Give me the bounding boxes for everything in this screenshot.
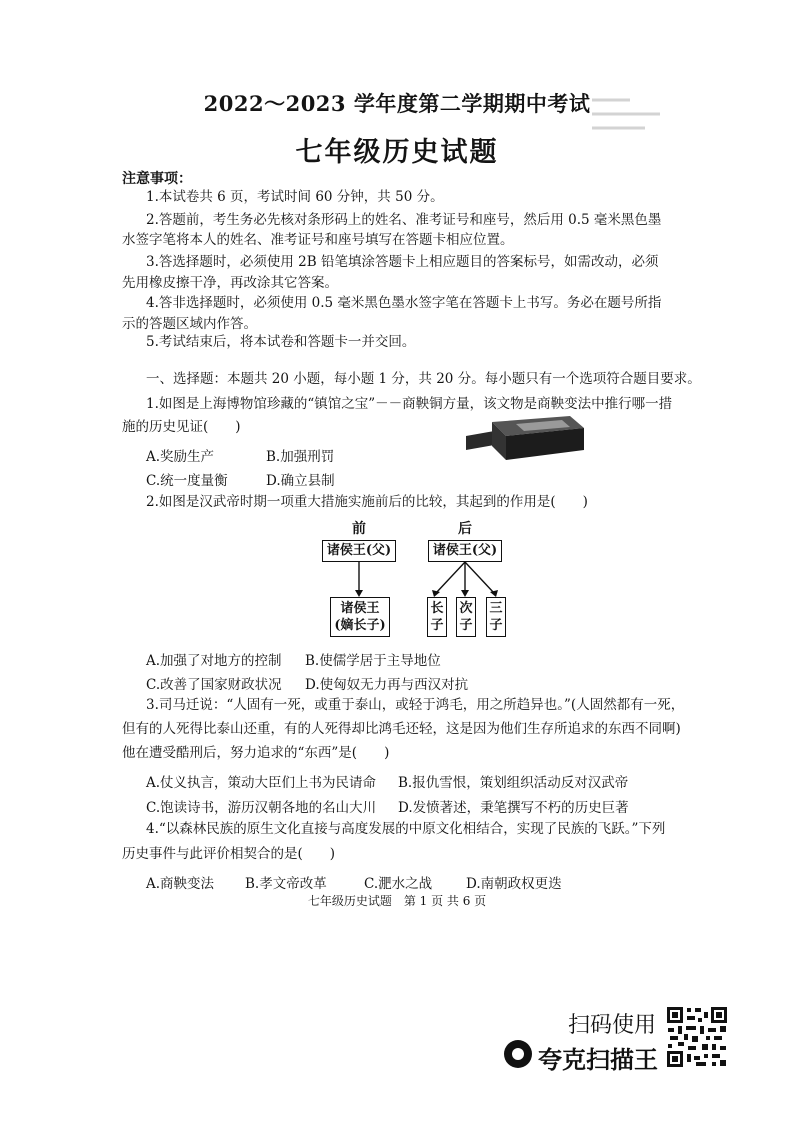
qr-code-icon[interactable] [666, 1006, 728, 1068]
q3-stem-cont1: 但有的人死得比泰山还重，有的人死得却比鸿毛还轻，这是因为他们生存所追求的东西不同啊) [122, 721, 681, 737]
q4-option-c: C.淝水之战 [364, 876, 433, 892]
diagram-child-second [456, 597, 476, 637]
diagram-after-top-box: 诸侯王(父) [428, 540, 502, 562]
diagram-arrows [320, 562, 520, 598]
diagram-child-third-char1: 三 [489, 601, 503, 616]
note-4: 4.答非选择题时，必须使用 0.5 毫米黑色墨水签字笔在答题卡上书写。务必在题号所指 [146, 295, 662, 311]
note-2-cont: 水签字笔将本人的姓名、准考证号和座号填写在答题卡相应位置。 [122, 232, 514, 248]
q4-option-d: D.南朝政权更迭 [466, 876, 562, 892]
q1-option-b: B.加强刑罚 [266, 449, 335, 465]
notes-heading: 注意事项： [122, 171, 192, 187]
q2-stem: 2.如图是汉武帝时期一项重大措施实施前后的比较，其起到的作用是( ) [146, 494, 588, 510]
diagram-after-label: 后 [458, 521, 472, 537]
diagram-child-eldest-char2: 子 [430, 618, 444, 633]
note-1: 1.本试卷共 6 页，考试时间 60 分钟，共 50 分。 [146, 189, 444, 205]
q3-option-d: D.发愤著述，秉笔撰写不朽的历史巨著 [398, 800, 629, 816]
q1-stem: 1.如图是上海博物馆珍藏的“镇馆之宝”－－商鞅铜方量，该文物是商鞅变法中推行哪一措 [146, 396, 673, 412]
note-3: 3.答选择题时，必须使用 2B 铅笔填涂答题卡上相应题目的答案标号，如需改动，必须 [146, 254, 659, 270]
diagram-before-bottom-line2: (嫡长子) [334, 618, 386, 633]
q4-stem-cont: 历史事件与此评价相契合的是( ) [122, 846, 336, 862]
q1-option-c: C.统一度量衡 [146, 473, 228, 489]
note-5: 5.考试结束后，将本试卷和答题卡一并交回。 [146, 334, 416, 350]
note-3-cont: 先用橡皮擦干净，再改涂其它答案。 [122, 275, 338, 291]
diagram-before-label: 前 [352, 521, 366, 537]
q3-stem-cont2: 他在遭受酷刑后，努力追求的“东西”是( ) [122, 745, 390, 761]
scanner-logo-icon [504, 1040, 532, 1068]
section-heading: 一、选择题：本题共 20 小题，每小题 1 分，共 20 分。每小题只有一个选项符合题目要求。 [146, 371, 701, 387]
page-footer: 七年级历史试题 第 1 页 共 6 页 [307, 894, 487, 908]
q3-option-c: C.饱读诗书，游历汉朝各地的名山大川 [146, 800, 377, 816]
q3-option-b: B.报仇雪恨，策划组织活动反对汉武帝 [398, 775, 629, 791]
q2-option-b: B.使儒学居于主导地位 [305, 653, 441, 669]
diagram-child-eldest [427, 597, 447, 637]
q2-option-c: C.改善了国家财政状况 [146, 677, 282, 693]
diagram-child-second-char2: 子 [459, 618, 473, 633]
diagram-before-bottom-line1: 诸侯王 [340, 601, 380, 616]
q4-option-b: B.孝文帝改革 [245, 876, 327, 892]
q2-option-a: A.加强了对地方的控制 [146, 653, 282, 669]
diagram-child-third-char2: 子 [489, 618, 503, 633]
scanner-brand-name: 夸克扫描王 [538, 1046, 658, 1074]
q4-stem: 4.“以森林民族的原生文化直接与高度发展的中原文化相结合，实现了民族的飞跃。”下列 [146, 821, 666, 837]
exam-title: 2022～2023 学年度第二学期期中考试 [203, 91, 591, 116]
note-2: 2.答题前，考生务必先核对条形码上的姓名、准考证号和座号，然后用 0.5 毫米黑色墨 [146, 212, 662, 228]
bronze-measure-artifact-image [466, 414, 584, 464]
q3-stem: 3.司马迁说：“人固有一死，或重于泰山，或轻于鸿毛，用之所趋异也。”(人固然都有一死， [146, 697, 685, 713]
exam-subtitle: 七年级历史试题 [295, 137, 499, 168]
diagram-before-top-box: 诸侯王(父) [322, 540, 396, 562]
q3-option-a: A.仗义执言，策动大臣们上书为民请命 [146, 775, 377, 791]
note-4-cont: 示的答题区域内作答。 [122, 316, 257, 332]
q4-option-a: A.商鞅变法 [146, 876, 215, 892]
diagram-child-second-char1: 次 [459, 601, 473, 616]
diagram-child-eldest-char1: 长 [430, 601, 444, 616]
diagram-before-bottom-box [330, 597, 390, 637]
q1-option-d: D.确立县制 [266, 473, 335, 489]
q1-stem-cont: 施的历史见证( ) [122, 419, 241, 435]
scan-caption: 扫码使用 [568, 1013, 657, 1038]
q1-option-a: A.奖励生产 [146, 449, 215, 465]
q2-option-d: D.使匈奴无力再与西汉对抗 [305, 677, 469, 693]
diagram-child-third [486, 597, 506, 637]
